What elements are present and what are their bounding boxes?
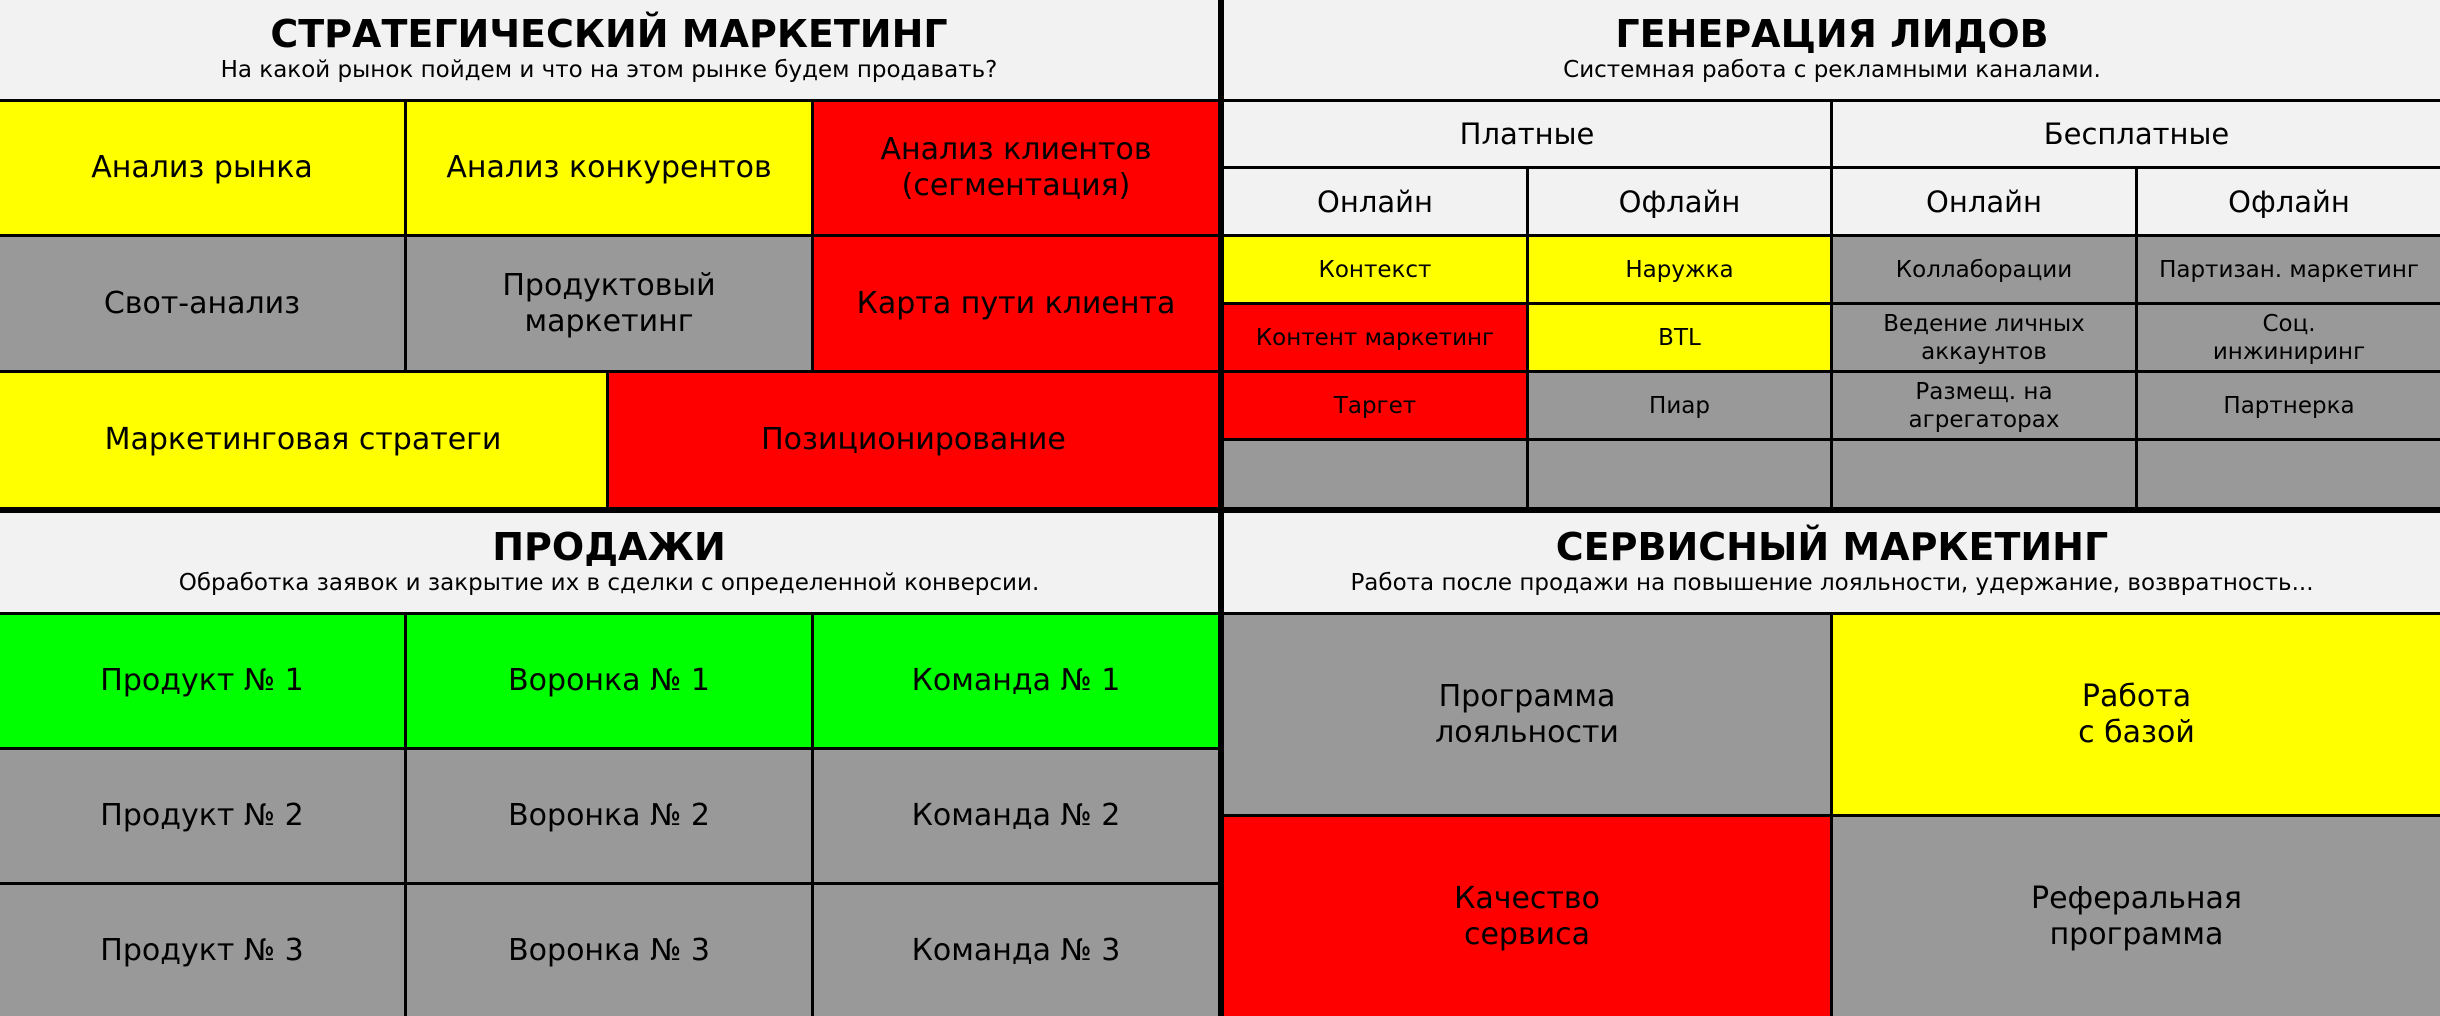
leads-channel: BTL xyxy=(1529,305,1830,370)
leads-subgroup: Онлайн xyxy=(1833,169,2135,234)
leads-channel: Размещ. на агрегаторах xyxy=(1833,373,2135,438)
service-marketing-panel xyxy=(1224,513,2440,1016)
strategic-title: СТРАТЕГИЧЕСКИЙ МАРКЕТИНГ xyxy=(270,12,948,56)
leads-subgroup: Офлайн xyxy=(2138,169,2440,234)
leads-channel: Таргет xyxy=(1224,373,1526,438)
leads-subgroup: Офлайн xyxy=(1529,169,1830,234)
sales-subtitle: Обработка заявок и закрытие их в сделки с определенной конверсии. xyxy=(178,570,1040,596)
service-title: СЕРВИСНЫЙ МАРКЕТИНГ xyxy=(1555,525,2109,569)
strategic-marketing-panel xyxy=(0,0,1218,507)
sales-title: ПРОДАЖИ xyxy=(492,525,726,569)
sales-cell: Воронка № 1 xyxy=(407,615,811,747)
leads-channel: Соц. инжиниринг xyxy=(2138,305,2440,370)
leads-group-paid: Платные xyxy=(1224,102,1830,166)
leads-channel: Коллаборации xyxy=(1833,237,2135,302)
lead-generation-panel xyxy=(1224,0,2440,507)
service-cell: Программа лояльности xyxy=(1224,615,1830,814)
service-cell: Реферальная программа xyxy=(1833,817,2440,1016)
service-header xyxy=(1224,513,2440,612)
leads-group-free: Бесплатные xyxy=(1833,102,2440,166)
leads-channel: Ведение личных аккаунтов xyxy=(1833,305,2135,370)
sales-cell: Продукт № 1 xyxy=(0,615,404,747)
strategic-cell: Позиционирование xyxy=(609,373,1218,507)
strategic-cell: Карта пути клиента xyxy=(814,237,1218,370)
leads-channel: Партнерка xyxy=(2138,373,2440,438)
leads-empty-cell xyxy=(1833,441,2135,507)
sales-cell: Команда № 2 xyxy=(814,750,1218,882)
strategic-header xyxy=(0,0,1218,99)
strategic-cell: Маркетинговая стратеги xyxy=(0,373,606,507)
leads-channel: Пиар xyxy=(1529,373,1830,438)
strategic-cell: Анализ конкурентов xyxy=(407,102,811,234)
sales-panel xyxy=(0,513,1218,1016)
leads-subgroup: Онлайн xyxy=(1224,169,1526,234)
sales-cell: Продукт № 3 xyxy=(0,885,404,1016)
sales-cell: Воронка № 3 xyxy=(407,885,811,1016)
leads-header xyxy=(1224,0,2440,99)
strategic-cell: Анализ клиентов (сегментация) xyxy=(814,102,1218,234)
sales-cell: Воронка № 2 xyxy=(407,750,811,882)
strategic-cell: Продуктовый маркетинг xyxy=(407,237,811,370)
service-cell: Качество сервиса xyxy=(1224,817,1830,1016)
strategic-cell: Свот-анализ xyxy=(0,237,404,370)
sales-cell: Команда № 3 xyxy=(814,885,1218,1016)
leads-title: ГЕНЕРАЦИЯ ЛИДОВ xyxy=(1615,12,2049,56)
leads-channel: Контент маркетинг xyxy=(1224,305,1526,370)
service-cell: Работа с базой xyxy=(1833,615,2440,814)
sales-cell: Команда № 1 xyxy=(814,615,1218,747)
leads-subtitle: Системная работа с рекламными каналами. xyxy=(1563,57,2101,83)
sales-header xyxy=(0,513,1218,612)
strategic-cell: Анализ рынка xyxy=(0,102,404,234)
leads-empty-cell xyxy=(1529,441,1830,507)
strategic-subtitle: На какой рынок пойдем и что на этом рынке будем продавать? xyxy=(220,57,998,83)
service-subtitle: Работа после продажи на повышение лояльности, удержание, возвратность... xyxy=(1350,570,2314,596)
leads-channel: Контекст xyxy=(1224,237,1526,302)
sales-cell: Продукт № 2 xyxy=(0,750,404,882)
leads-empty-cell xyxy=(1224,441,1526,507)
leads-channel: Партизан. маркетинг xyxy=(2138,237,2440,302)
leads-channel: Наружка xyxy=(1529,237,1830,302)
leads-empty-cell xyxy=(2138,441,2440,507)
